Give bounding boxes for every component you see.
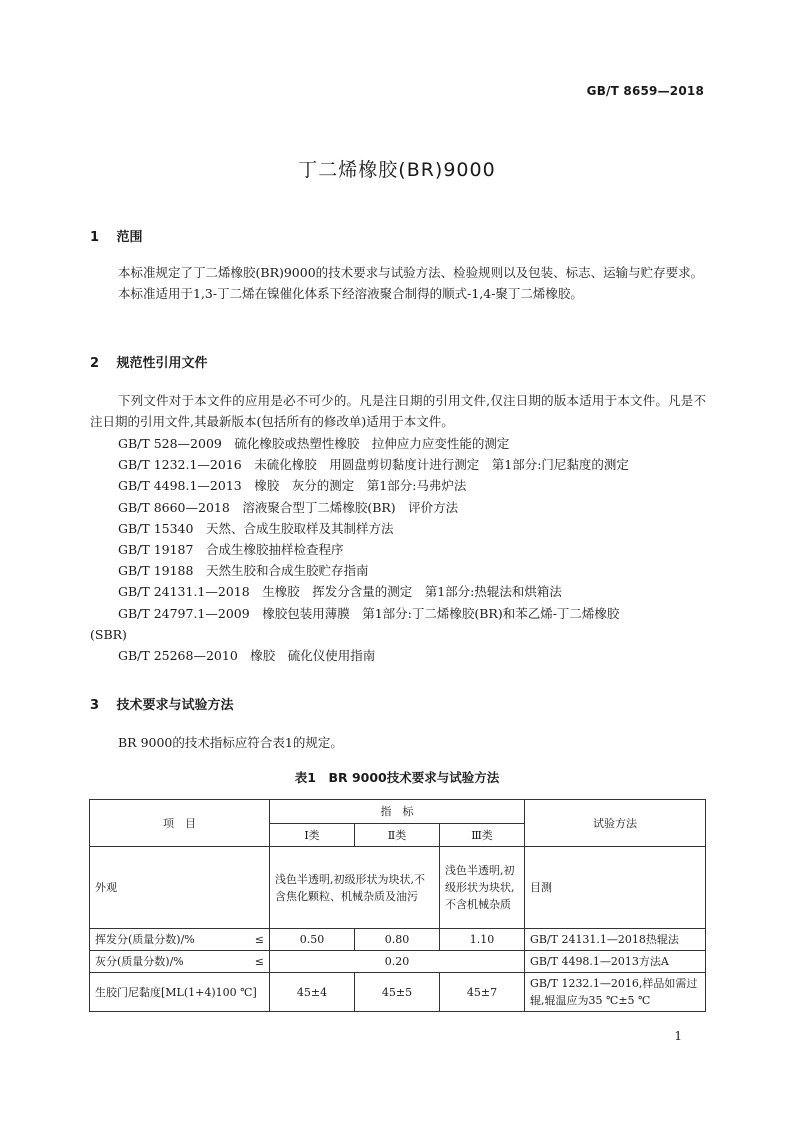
row-class-1-2: 浅色半透明,初级形状为块状,不含焦化颗粒、机械杂质及油污: [270, 847, 440, 929]
header-item: 项 目: [90, 800, 270, 847]
scope-paragraph-2: 本标准适用于1,3-丁二烯在镍催化体系下经溶液聚合制得的顺式-1,4-聚丁二烯橡胶。: [118, 286, 583, 301]
section-number: 1: [90, 230, 100, 245]
row-item-cell: [90, 929, 270, 951]
header-class-1: Ⅰ类: [270, 824, 355, 847]
reference-item-continuation: (SBR): [90, 626, 127, 642]
row-class-1: 0.50: [270, 929, 355, 951]
section-title: 技术要求与试验方法: [116, 698, 234, 713]
section-1-heading: [90, 226, 143, 245]
row-class-1: 45±4: [270, 973, 355, 1012]
reference-item: GB/T 19188 天然生胶和合成生胶贮存指南: [118, 563, 369, 579]
reference-item: GB/T 19187 合成生橡胶抽样检查程序: [118, 542, 344, 558]
row-method: 目测: [525, 847, 706, 929]
references-intro-paragraph: 下列文件对于本文件的应用是必不可少的。凡是注日期的引用文件,仅注日期的版本适用于本文件。凡是不注日期的引用文件,其最新版本(包括所有的修改单)适用于本文件。: [90, 393, 706, 429]
reference-item: GB/T 1232.1—2016 未硫化橡胶 用圆盘剪切黏度计进行测定 第1部分:门尼黏度的测定: [118, 457, 629, 473]
spec-table: [89, 799, 706, 1012]
row-method: GB/T 4498.1—2013方法A: [525, 951, 706, 973]
tech-paragraph: BR 9000的技术指标应符合表1的规定。: [118, 735, 343, 750]
row-symbol: ≤: [254, 933, 264, 946]
row-method: GB/T 24131.1—2018热辊法: [525, 929, 706, 951]
row-class-3: 1.10: [440, 929, 525, 951]
table-row: [90, 847, 706, 929]
table-row: [90, 929, 706, 951]
header-indicator: 指 标: [270, 800, 525, 824]
table-caption: 表1 BR 9000技术要求与试验方法: [294, 770, 500, 785]
section-3-heading: [90, 694, 234, 713]
scope-section: [90, 262, 706, 304]
section-number: 3: [90, 698, 100, 713]
table-row: [90, 973, 706, 1012]
row-item-cell: [90, 951, 270, 973]
section-title: 规范性引用文件: [116, 356, 208, 371]
scope-paragraph-1: 本标准规定了丁二烯橡胶(BR)9000的技术要求与试验方法、检验规则以及包装、标志、运输与贮存要求。: [118, 265, 704, 280]
row-item: 灰分(质量分数)/%: [95, 955, 184, 968]
reference-list: [90, 433, 708, 666]
header-method: 试验方法: [525, 800, 706, 847]
reference-item: GB/T 24797.1—2009 橡胶包装用薄膜 第1部分:丁二烯橡胶(BR)和苯乙烯-丁二烯橡胶: [118, 605, 620, 621]
row-item: 外观: [90, 847, 270, 929]
row-class-2: 45±5: [355, 973, 440, 1012]
page-number: 1: [674, 1029, 682, 1043]
standard-code: GB/T 8659—2018: [586, 84, 704, 98]
table-row: [90, 951, 706, 973]
reference-item: GB/T 25268—2010 橡胶 硫化仪使用指南: [118, 648, 376, 664]
row-class-2: 0.80: [355, 929, 440, 951]
reference-item: GB/T 528—2009 硫化橡胶或热塑性橡胶 拉伸应力应变性能的测定: [118, 436, 510, 451]
tech-requirements: [90, 732, 706, 753]
row-class-3: 浅色半透明,初级形状为块状,不含机械杂质: [440, 847, 525, 929]
section-number: 2: [90, 356, 100, 371]
row-symbol: ≤: [254, 955, 264, 968]
document-title: 丁二烯橡胶(BR)9000: [298, 159, 496, 181]
reference-item: GB/T 15340 天然、合成生胶取样及其制样方法: [118, 520, 394, 536]
reference-item: GB/T 24131.1—2018 生橡胶 挥发分含量的测定 第1部分:热辊法和烘箱法: [118, 584, 562, 600]
row-item: 生胶门尼黏度[ML(1+4)100 ℃]: [90, 973, 270, 1012]
references-intro: [90, 390, 706, 432]
header-class-2: Ⅱ类: [355, 824, 440, 847]
row-all-classes: 0.20: [270, 951, 525, 973]
row-item: 挥发分(质量分数)/%: [95, 933, 195, 946]
reference-item: GB/T 8660—2018 溶液聚合型丁二烯橡胶(BR) 评价方法: [118, 499, 459, 515]
header-class-3: Ⅲ类: [440, 824, 525, 847]
section-2-heading: [90, 352, 208, 371]
reference-item: GB/T 4498.1—2013 橡胶 灰分的测定 第1部分:马弗炉法: [118, 478, 467, 494]
section-title: 范围: [116, 230, 143, 245]
row-method: GB/T 1232.1—2016,样品如需过辊,辊温应为35 ℃±5 ℃: [525, 973, 706, 1012]
row-class-3: 45±7: [440, 973, 525, 1012]
